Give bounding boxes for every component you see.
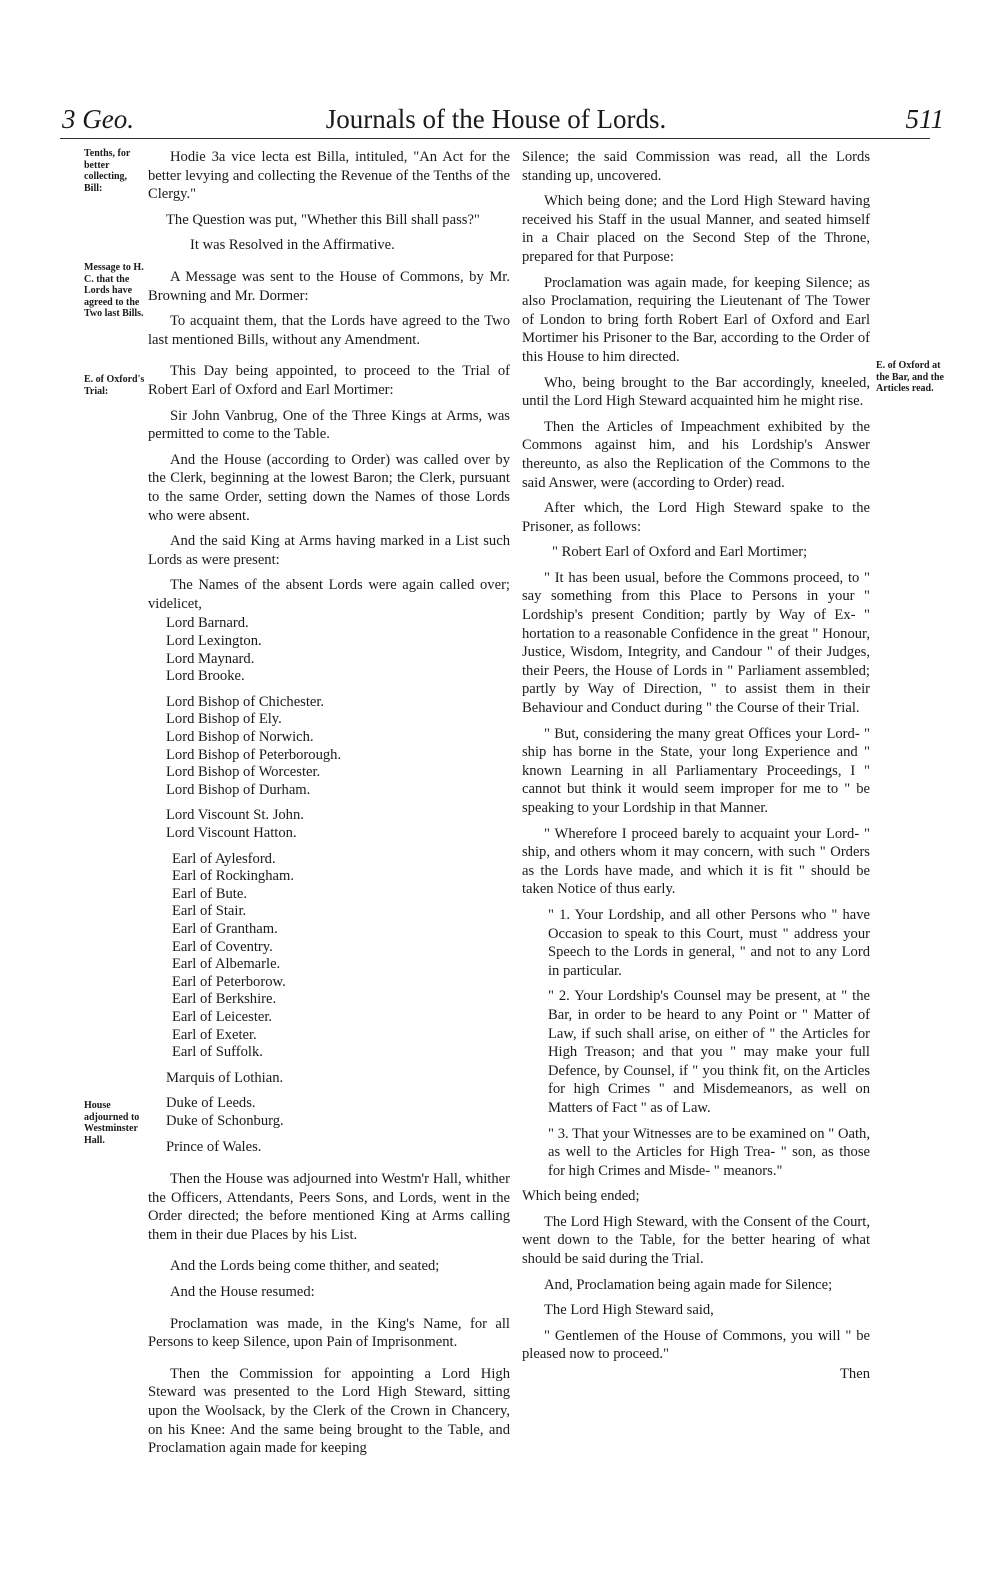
lord-name: Earl of Aylesford.: [172, 850, 276, 867]
paragraph: The Question was put, "Whether this Bill shall pass?": [166, 211, 480, 228]
paragraph: The Lord High Steward said,: [544, 1302, 714, 1319]
absent-lords-viscounts: [166, 807, 510, 842]
left-column: [148, 148, 510, 1465]
paragraph: To acquaint them, that the Lords have agreed to the Two last mentioned Bills, without any Amendment.: [148, 313, 510, 348]
right-column: [522, 148, 870, 1371]
lord-name: Marquis of Lothian.: [166, 1069, 284, 1086]
lord-name: Earl of Stair.: [172, 903, 247, 920]
quoted-paragraph: " It has been usual, before the Commons proceed, to " say something from this Place to Persons in your " Lordship's present Condition; partly by Way of Ex- " hortation to a reasonable Confidence in the great " Honour, Justice, Wisdom, Integrity, and Candour " of their Judges, their Peers, the House of Lords in " Parliament assembled; partly by Way of Direction, " to assist them in their Behaviour and Conduct during " the Course of their Trial.: [522, 569, 870, 717]
lord-name: Earl of Exeter.: [172, 1026, 257, 1043]
lord-name: Lord Viscount Hatton.: [166, 825, 297, 841]
paragraph: And the Lords being come thither, and seated;: [170, 1258, 440, 1275]
lord-name: Lord Bishop of Worcester.: [166, 764, 321, 781]
lord-name: Lord Bishop of Chichester.: [166, 693, 325, 710]
absent-lords-prince: [166, 1139, 510, 1157]
paragraph: Which being done; and the Lord High Steward having received his Staff in the usual Manner, and seated himself in a Chair placed on the Second Step of the Throne, prepared for that Purpose:: [522, 193, 870, 265]
lord-name: Earl of Rockingham.: [172, 868, 294, 885]
paragraph: And, Proclamation being again made for Silence;: [544, 1276, 833, 1293]
lord-name: Earl of Albemarle.: [172, 956, 281, 973]
paragraph: Then the House was adjourned into Westm'r Hall, whither the Officers, Attendants, Peers Sons, and Lords, went in the Order directed; the before mentioned King at Arms calling them in their due Places by his List.: [148, 1171, 510, 1243]
lord-name: Earl of Berkshire.: [172, 991, 277, 1008]
absent-lords-barons: [166, 615, 510, 685]
order-item-3: " 3. That your Witnesses are to be examined on " Oath, as well to the Articles for High Trea- " son, as those for high Crimes and Misde- " meanors.": [548, 1125, 870, 1179]
absent-lords-earls: [172, 851, 510, 1062]
paragraph: Sir John Vanbrug, One of the Three Kings at Arms, was permitted to come to the Table.: [148, 407, 510, 443]
margin-note-at-bar: E. of Oxford at the Bar, and the Articles read.: [876, 360, 944, 394]
margin-note-adjourned: House adjourned to Westminster Hall.: [84, 1100, 140, 1146]
paragraph: And the House (according to Order) was called over by the Clerk, beginning at the lowest Baron; the Clerk, pursuant to the same Order, setting down the Names of those Lords who were absent.: [148, 451, 510, 524]
lord-name: Lord Bishop of Peterborough.: [166, 746, 342, 763]
paragraph: Who, being brought to the Bar accordingly, kneeled, until the Lord High Steward acquainted him he might rise.: [522, 374, 870, 410]
journal-title: Journals of the House of Lords.: [325, 104, 667, 134]
paragraph: The Names of the absent Lords were again called over; videlicet,: [148, 577, 510, 612]
paragraph: Hodie 3a vice lecta est Billa, intituled, "An Act for the better levying and collecting the Revenue of the Tenths of the Clergy.": [148, 149, 510, 203]
paragraph: Which being ended;: [522, 1188, 640, 1205]
paragraph: Proclamation was made, in the King's Name, for all Persons to keep Silence, upon Pain of Imprisonment.: [148, 1315, 510, 1351]
regnal-year: 3 Geo.: [62, 104, 134, 134]
lord-name: Earl of Leicester.: [172, 1008, 273, 1025]
absent-lords-marquis: [166, 1070, 510, 1088]
paragraph: Then the Articles of Impeachment exhibited by the Commons against him, and his Lordship's Answer thereunto, as also the Replication of the Commons to the said Answer, were (according to Order) read.: [522, 418, 870, 491]
catchword: Then: [840, 1366, 870, 1382]
page-header: [0, 104, 992, 138]
paragraph: And the House resumed:: [170, 1284, 315, 1301]
quoted-paragraph: " But, considering the many great Offices your Lord- " ship has borne in the State, your long Experience and " known Learning in all Parliamentary Proceedings, I " cannot but think it would seem improper for me to " be speaking to your Lordship in that Manner.: [522, 725, 870, 816]
lord-name: Duke of Schonburg.: [166, 1112, 284, 1129]
quoted-address: " Robert Earl of Oxford and Earl Mortimer;: [552, 544, 808, 561]
header-rule: [60, 138, 930, 139]
lord-name: Prince of Wales.: [166, 1138, 262, 1155]
paragraph: Silence; the said Commission was read, all the Lords standing up, uncovered.: [522, 149, 870, 184]
paragraph: It was Resolved in the Affirmative.: [190, 237, 395, 254]
page-number: 511: [905, 104, 944, 134]
margin-note-trial: E. of Oxford's Trial:: [84, 374, 145, 397]
order-item-2: " 2. Your Lordship's Counsel may be present, at " the Bar, in order to be heard to any Point or " Matter of Law, if such shall arise, on either of " the Articles for High Treason; and that you " may make your full Defence, by Counsel, if " you think fit, on the Articles for high Crimes " and Misdemeanors, as well on Matters of Fact " as of Law.: [548, 988, 870, 1116]
order-item-1: " 1. Your Lordship, and all other Persons who " have Occasion to speak to this Court, must " address your Speech to the Lords in general, " and not to any Lord in particular.: [548, 906, 870, 979]
paragraph: After which, the Lord High Steward spake to the Prisoner, as follows:: [522, 500, 870, 535]
lord-name: Lord Viscount St. John.: [166, 807, 304, 824]
lord-name: Lord Bishop of Norwich.: [166, 729, 314, 746]
lord-name: Lord Brooke.: [166, 668, 245, 685]
paragraph: Then the Commission for appointing a Lord High Steward was presented to the Lord High Steward, sitting upon the Woolsack, by the Clerk of the Crown in Chancery, on his Knee: And the same being brought to the Table, and Proclamation again made for keeping: [148, 1365, 510, 1457]
margin-note-message: Message to H. C. that the Lords have agreed to the Two last Bills.: [84, 262, 144, 319]
lord-name: Duke of Leeds.: [166, 1095, 256, 1112]
paragraph: Proclamation was again made, for keeping Silence; as also Proclamation, requiring the Lieutenant of The Tower of London to bring forth Robert Earl of Oxford and Earl Mortimer his Prisoner to the Bar, according to the Order of this House to him directed.: [522, 274, 870, 365]
lord-name: Lord Maynard.: [166, 650, 255, 667]
absent-lords-bishops: [166, 694, 510, 800]
absent-lords-dukes: [166, 1095, 510, 1130]
lord-name: Earl of Peterborow.: [172, 973, 286, 990]
quoted-paragraph: " Gentlemen of the House of Commons, you will " be pleased now to proceed.": [522, 1327, 870, 1363]
lord-name: Earl of Suffolk.: [172, 1044, 263, 1061]
lord-name: Earl of Grantham.: [172, 920, 278, 937]
lord-name: Earl of Coventry.: [172, 938, 273, 955]
paragraph: A Message was sent to the House of Commons, by Mr. Browning and Mr. Dormer:: [148, 268, 510, 304]
paragraph: And the said King at Arms having marked in a List such Lords as were present:: [148, 533, 510, 568]
quoted-paragraph: " Wherefore I proceed barely to acquaint your Lord- " ship, and others whom it may concern, with such " Orders as the Lords have made, and which it is fit " should be taken Notice of thus early.: [522, 825, 870, 898]
lord-name: Lord Bishop of Durham.: [166, 781, 311, 798]
lord-name: Earl of Bute.: [172, 885, 247, 902]
paragraph: This Day being appointed, to proceed to the Trial of Robert Earl of Oxford and Earl Mortimer:: [148, 363, 510, 398]
lord-name: Lord Barnard.: [166, 615, 249, 632]
lord-name: Lord Bishop of Ely.: [166, 711, 282, 728]
paragraph: The Lord High Steward, with the Consent of the Court, went down to the Table, for the better hearing of what should be said during the Trial.: [522, 1213, 870, 1268]
lord-name: Lord Lexington.: [166, 633, 262, 650]
margin-note-tenths: Tenths, for better collecting, Bill:: [84, 148, 131, 194]
